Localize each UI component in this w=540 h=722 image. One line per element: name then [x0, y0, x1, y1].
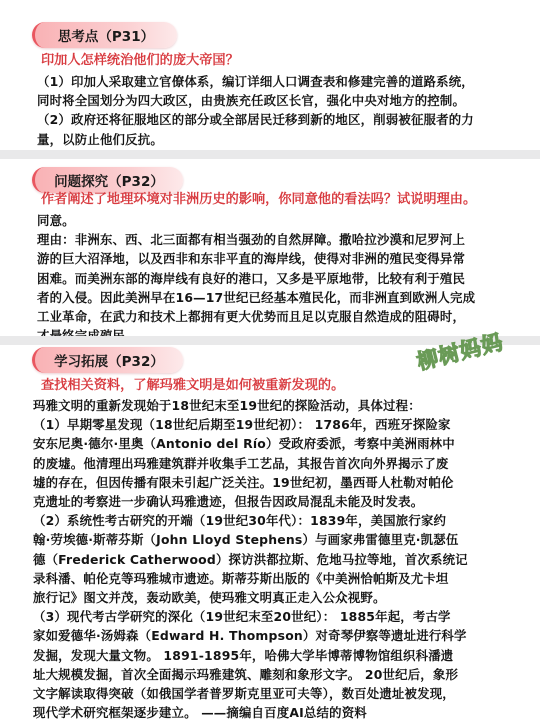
answer-line: （1）早期零星发现（18世纪后期至19世纪初）： 1786年，西班牙探险家 — [33, 417, 451, 433]
question-africa-geography: 作者阐述了地理环境对非洲历史的影响，你同意他的看法吗？试说明理由。 — [41, 192, 477, 207]
question-inca-rule: 印加人怎样统治他们的庞大帝国？ — [41, 53, 239, 68]
answer-line: 文字解读取得突破（如俄国学者普罗斯克里亚可夫等），数百处遗址被发现， — [33, 686, 455, 702]
answer-line: 工业革命，在武力和技术上都拥有更大优势而且足以克服自然造成的阻碍时， — [37, 309, 466, 325]
answer-line: 者的入侵。因此美洲早在16—17世纪已经基本殖民化，而非洲直到欧洲人完成 — [37, 289, 476, 305]
answer-line: （2）政府还将征服地区的部分或全部居民迁移到新的地区，削弱被征服者的力 — [37, 112, 474, 128]
answer-maya-rediscovery — [33, 396, 523, 722]
watermark-stamp: 柳树妈妈 — [414, 329, 506, 375]
answer-line: 量，以防止他们反抗。 — [37, 131, 163, 147]
answer-line: 家如爱德华·汤姆森（Edward H. Thompson）对奇琴伊察等遗址进行科学 — [33, 628, 467, 644]
answer-line: 的废墟。他清理出玛雅建筑群并收集手工艺品，其报告首次向外界揭示了废 — [33, 455, 449, 471]
answer-line: （1）印加人采取建立官僚体系，编订详细人口调查表和修建完善的道路系统， — [37, 74, 474, 89]
answer-africa-geography — [37, 211, 517, 345]
answer-line: 困难。而美洲东部的海岸线有良好的港口，又多是平原地带，比较有利于殖民 — [37, 270, 466, 286]
section-header-label: 问题探究（P32） — [54, 174, 164, 190]
answer-line: 墟的存在，但因传播有限未引起广泛关注。19世纪初，墨西哥人杜勒对帕伦 — [33, 474, 454, 490]
section-header-label: 学习拓展（P32） — [54, 354, 164, 370]
answer-line: 德（Frederick Catherwood）探访洪都拉斯、危地马拉等地，首次系统记 — [33, 551, 468, 567]
section-header-label: 思考点（P31） — [57, 29, 155, 45]
section-header-thinking-point — [32, 22, 177, 48]
answer-line: 游的巨大沼泽地，以及西非和东非平直的海岸线，使得对非洲的殖民变得异常 — [37, 251, 466, 267]
answer-line: 址大规模发掘，首次全面揭示玛雅建筑、雕刻和象形文字。 20世纪后，象形 — [33, 666, 459, 682]
section-header-extension — [32, 347, 183, 373]
answer-line: 现代学术研究框架逐步建立。 ——摘编自百度AI总结的资料 — [33, 705, 367, 721]
answer-line: 发掘，发现大量文物。 1891-1895年，哈佛大学毕博蒂博物馆组织科潘遗 — [33, 647, 454, 663]
answer-line: 同意。 — [37, 213, 75, 228]
answer-line: 录科潘、帕伦克等玛雅城市遗迹。斯蒂芬斯出版的《中美洲恰帕斯及尤卡坦 — [33, 570, 449, 586]
answer-line: 理由：非洲东、西、北三面都有相当强劲的自然屏障。撒哈拉沙漠和尼罗河上 — [37, 232, 466, 248]
answer-line: 同时将全国划分为四大政区，由贵族充任政区长官，强化中央对地方的控制。 — [37, 93, 466, 109]
question-maya-rediscovery: 查找相关资料，了解玛雅文明是如何被重新发现的。 — [41, 378, 345, 393]
answer-line: 旅行记》图文并茂，轰动欧美，使玛雅文明真正走入公众视野。 — [33, 590, 386, 606]
answer-line: 克遗址的考察进一步确认玛雅遗迹，但报告因政局混乱未能及时发表。 — [33, 494, 424, 510]
answer-line: （2）系统性考古研究的开端（19世纪30年代）：1839年，美国旅行家约 — [33, 513, 447, 529]
section-divider — [0, 150, 540, 159]
answer-line: 翰·劳埃德·斯蒂芬斯（John Lloyd Stephens）与画家弗雷德里克·凯瑟伍 — [33, 532, 459, 548]
answer-line: （3）现代考古学研究的深化（19世纪末至20世纪）： 1885年起，考古学 — [33, 609, 451, 625]
answer-line: 安东尼奥·德尔·里奥（Antonio del Río）受政府委派，考察中美洲雨林中 — [33, 436, 455, 452]
answer-inca-rule — [37, 72, 517, 149]
answer-line: 玛雅文明的重新发现始于18世纪末至19世纪的探险活动，具体过程： — [33, 398, 421, 413]
